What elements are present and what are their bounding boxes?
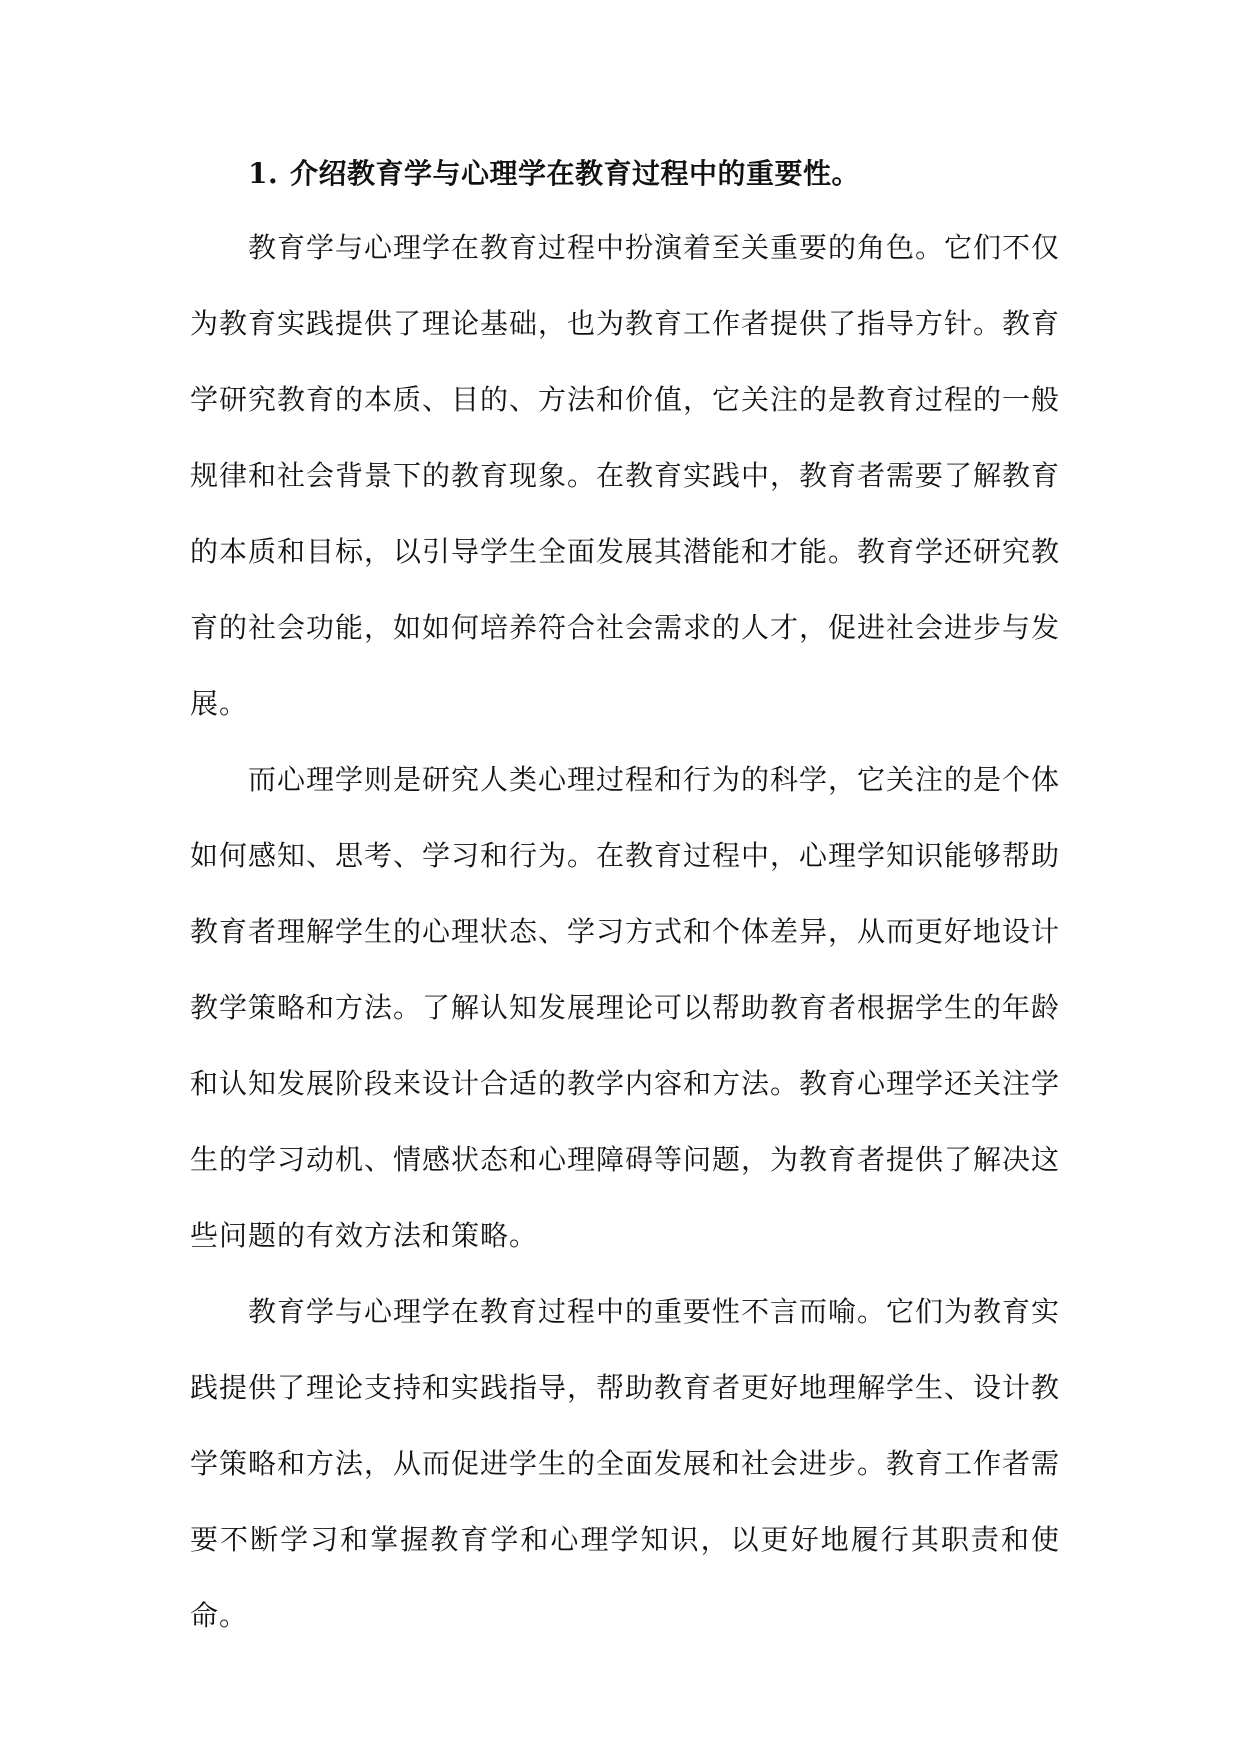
body-text — [190, 210, 1060, 1654]
section-title: 介绍教育学与心理学在教育过程中的重要性。 — [290, 157, 861, 190]
section-heading — [248, 152, 860, 196]
paragraph-2: 而心理学则是研究人类心理过程和行为的科学，它关注的是个体如何感知、思考、学习和行为。在教育过程中，心理学知识能够帮助教育者理解学生的心理状态、学习方式和个体差异，从而更好地设计教学策略和方法。了解认知发展理论可以帮助教育者根据学生的年龄和认知发展阶段来设计合适的教学内容和方法。教育心理学还关注学生的学习动机、情感状态和心理障碍等问题，为教育者提供了解决这些问题的有效方法和策略。 — [190, 763, 1061, 1252]
section-number: 1. — [248, 157, 279, 190]
paragraph-1: 教育学与心理学在教育过程中扮演着至关重要的角色。它们不仅为教育实践提供了理论基础，也为教育工作者提供了指导方针。教育学研究教育的本质、目的、方法和价值，它关注的是教育过程的一般规律和社会背景下的教育现象。在教育实践中，教育者需要了解教育的本质和目标，以引导学生全面发展其潜能和才能。教育学还研究教育的社会功能，如如何培养符合社会需求的人才，促进社会进步与发展。 — [190, 231, 1061, 720]
paragraph-3: 教育学与心理学在教育过程中的重要性不言而喻。它们为教育实践提供了理论支持和实践指导，帮助教育者更好地理解学生、设计教学策略和方法，从而促进学生的全面发展和社会进步。教育工作者需要不断学习和掌握教育学和心理学知识，以更好地履行其职责和使命。 — [190, 1295, 1061, 1632]
